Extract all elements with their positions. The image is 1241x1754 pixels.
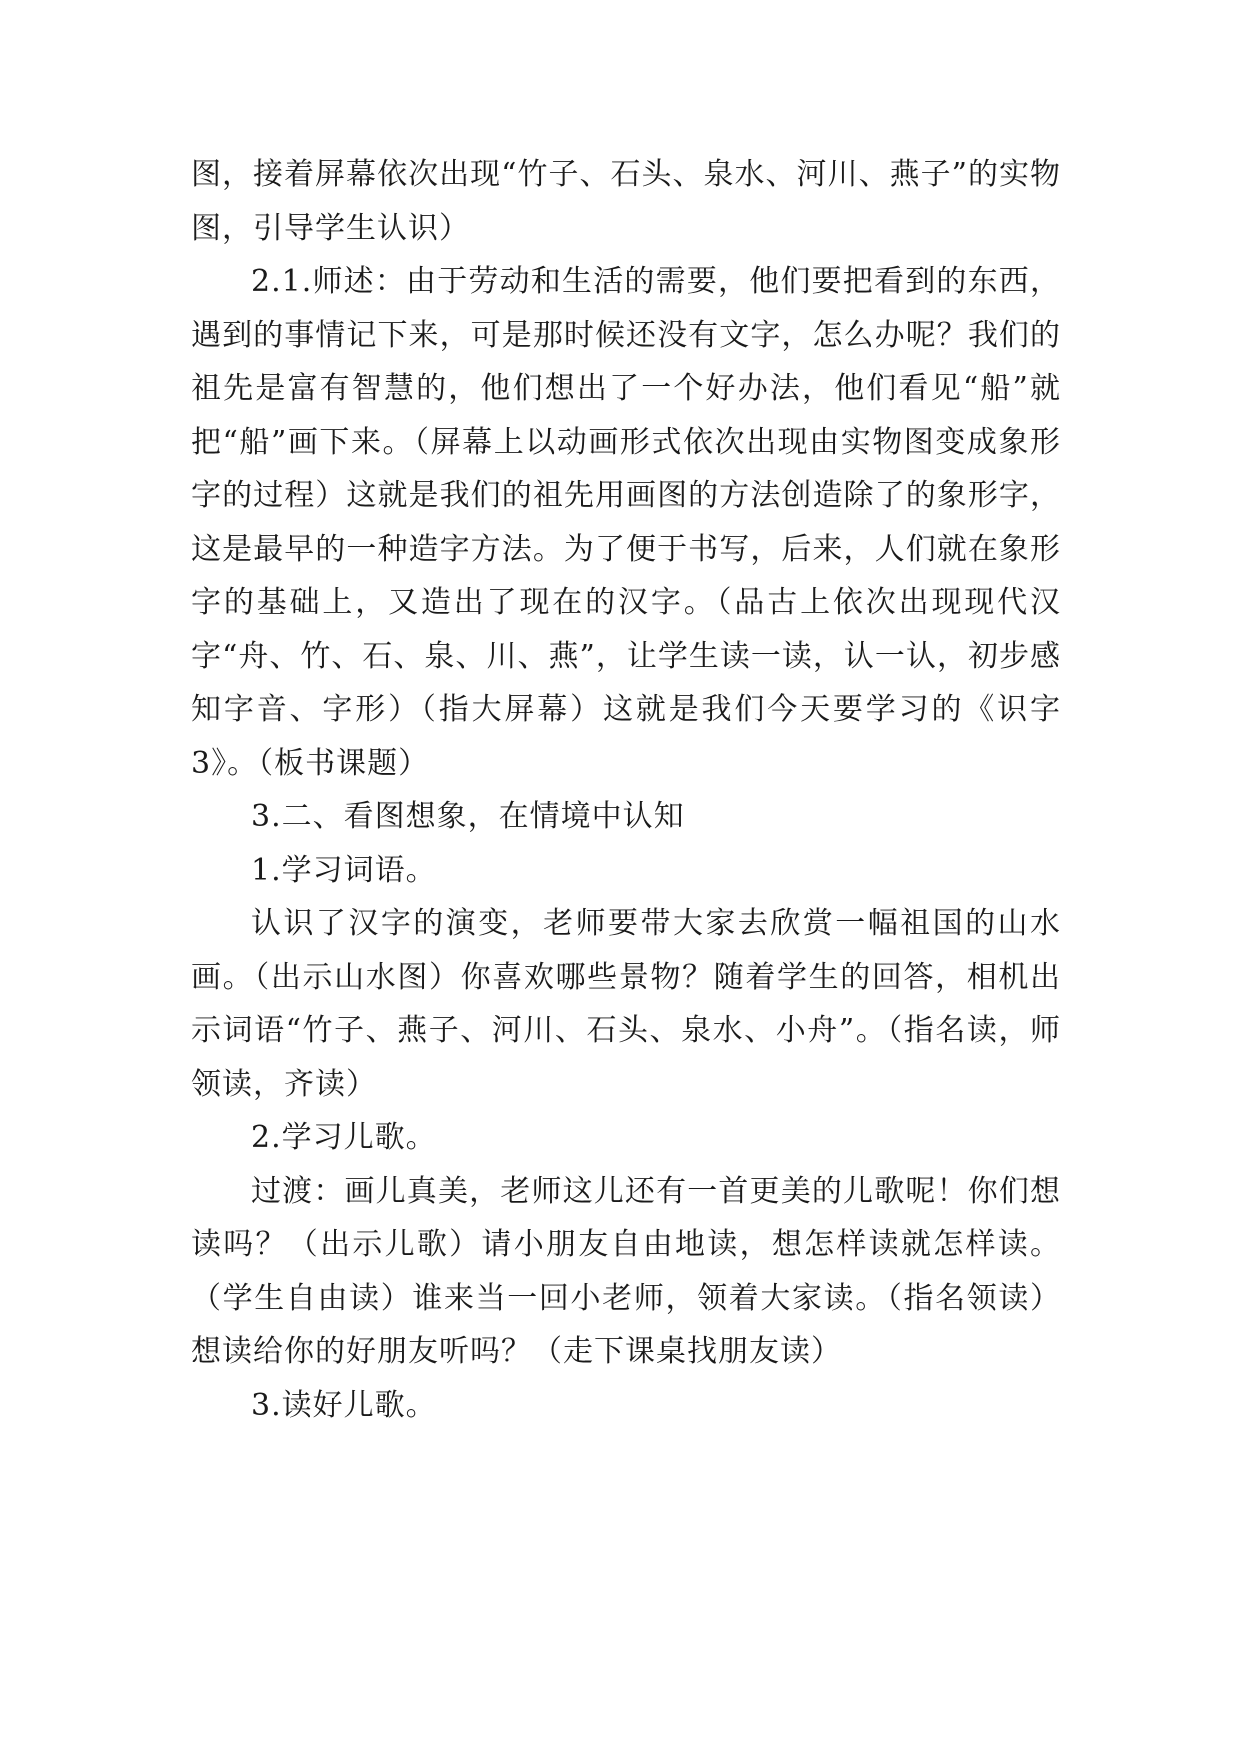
paragraph-landscape-words: 认识了汉字的演变，老师要带大家去欣赏一幅祖国的山水画。（出示山水图）你喜欢哪些景物？随着学生的回答，相机出示词语“竹子、燕子、河川、石头、泉水、小舟”。（指名读，师领读，齐读） [191,906,1061,1102]
step-learn-rhyme: 2.学习儿歌。 [251,1120,437,1155]
paragraph-teacher-narration: 2.1.师述：由于劳动和生活的需要，他们要把看到的东西，遇到的事情记下来，可是那时候还没有文字，怎么办呢？我们的祖先是富有智慧的，他们想出了一个好办法，他们看见“船”就把“船”画下来。（屏幕上以动画形式依次出现由实物图变成象形字的过程）这就是我们的祖先用画图的方法创造除了的象形字，这是最早的一种造字方法。为了便于书写，后来，人们就在象形字的基础上，又造出了现在的汉字。（品古上依次出现现代汉字“舟、竹、石、泉、川、燕”，让学生读一读，认一认，初步感知字音、字形）（指大屏幕）这就是我们今天要学习的《识字 3》。（板书课题） [191,264,1061,781]
step-read-rhyme-well: 3.读好儿歌。 [251,1387,437,1423]
paragraph-rhyme-transition: 过渡：画儿真美，老师这儿还有一首更美的儿歌呢！你们想读吗？（出示儿歌）请小朋友自由地读，想怎样读就怎样读。（学生自由读）谁来当一回小老师，领着大家读。（指名领读）想读给你的好朋友听吗？（走下课桌找朋友读） [191,1173,1061,1369]
document-body [191,148,1061,1432]
section-heading-picture-imagination: 3.二、看图想象，在情境中认知 [251,799,685,834]
step-learn-words: 1.学习词语。 [251,852,437,888]
paragraph-intro-continuation: 图，接着屏幕依次出现“竹子、石头、泉水、河川、燕子”的实物图，引导学生认识） [191,157,1061,246]
